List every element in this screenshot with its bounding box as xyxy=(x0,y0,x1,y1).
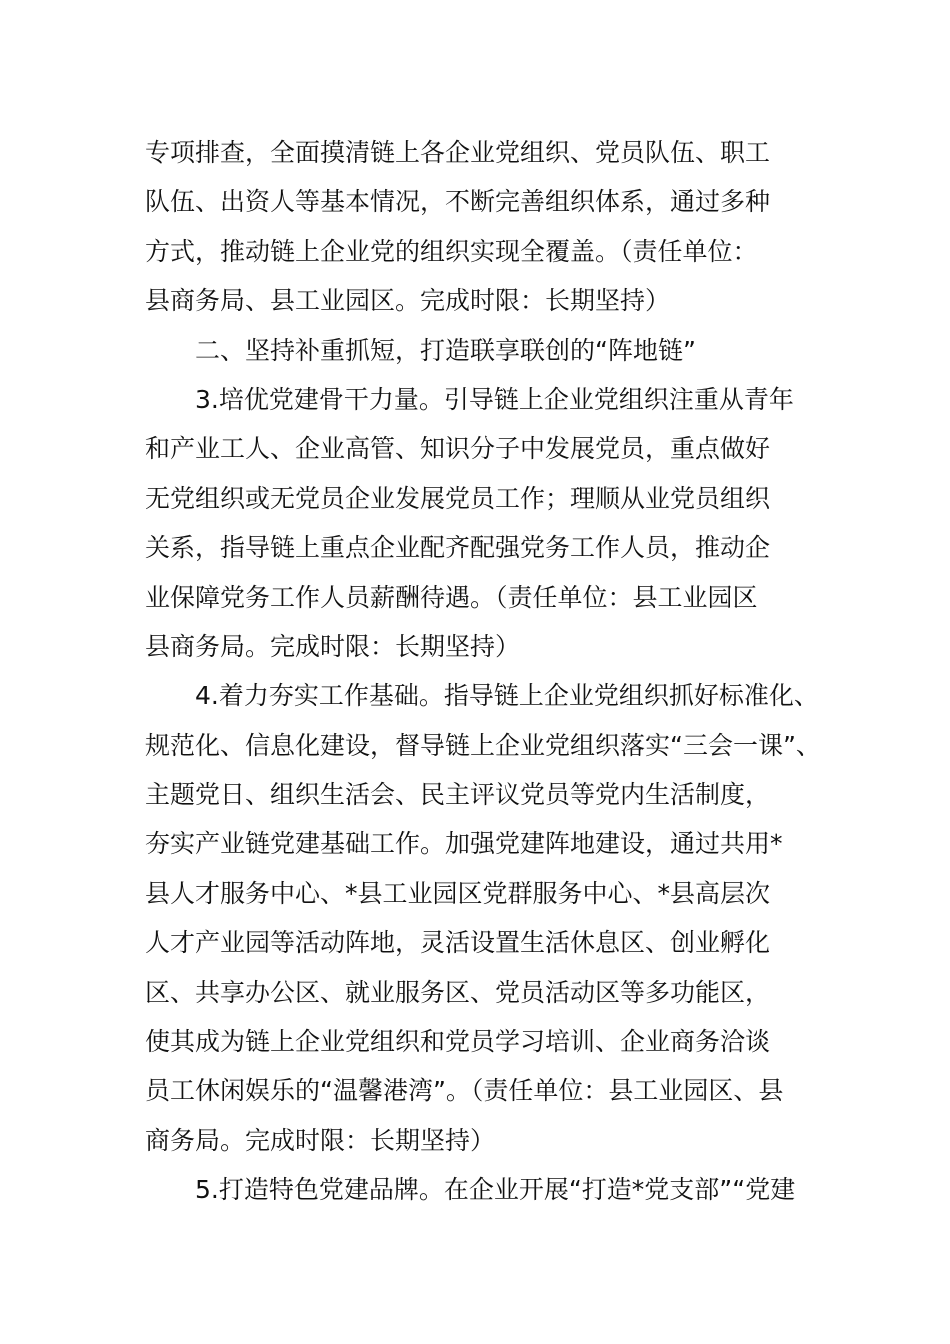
text-line: 关系，指导链上重点企业配齐配强党务工作人员，推动企 xyxy=(145,533,771,563)
text-line: 县商务局、县工业园区。完成时限：长期坚持） xyxy=(145,286,671,316)
text-line: 专项排查，全面摸清链上各企业党组织、党员队伍、职工 xyxy=(145,138,771,167)
text-line: 县商务局。完成时限：长期坚持） xyxy=(145,631,521,661)
text-line: 县人才服务中心、*县工业园区党群服务中心、*县高层次 xyxy=(145,878,771,908)
text-line: 区、共享办公区、就业服务区、党员活动区等多功能区， xyxy=(145,977,771,1007)
text-line: 业保障党务工作人员薪酬待遇。（责任单位：县工业园区 xyxy=(145,582,758,612)
text-line: 方式，推动链上企业党的组织实现全覆盖。（责任单位： xyxy=(145,236,758,266)
text-line: 和产业工人、企业高管、知识分子中发展党员，重点做好 xyxy=(145,434,771,464)
text-line: 员工休闲娱乐的“温馨港湾”。（责任单位：县工业园区、县 xyxy=(145,1076,784,1106)
document-body xyxy=(145,128,825,1215)
text-line: 队伍、出资人等基本情况，不断完善组织体系，通过多种 xyxy=(145,187,771,217)
text-line: 商务局。完成时限：长期坚持） xyxy=(145,1125,496,1155)
text-line: 5.打造特色党建品牌。在企业开展“打造*党支部”“党建 xyxy=(195,1175,796,1205)
text-line: 人才产业园等活动阵地，灵活设置生活休息区、创业孵化 xyxy=(145,928,771,958)
text-line: 无党组织或无党员企业发展党员工作；理顺从业党员组织 xyxy=(145,483,771,513)
text-line: 主题党日、组织生活会、民主评议党员等党内生活制度， xyxy=(145,780,771,810)
text-line: 4.着力夯实工作基础。指导链上企业党组织抓好标准化、 xyxy=(195,681,819,711)
text-line: 二、坚持补重抓短，打造联享联创的“阵地链” xyxy=(195,335,696,365)
text-line: 使其成为链上企业党组织和党员学习培训、企业商务洽谈 xyxy=(145,1027,771,1057)
text-line: 3.培优党建骨干力量。引导链上企业党组织注重从青年 xyxy=(195,384,794,414)
text-line: 规范化、信息化建设，督导链上企业党组织落实“三会一课”、 xyxy=(145,730,821,760)
text-line: 夯实产业链党建基础工作。加强党建阵地建设，通过共用* xyxy=(145,829,783,859)
